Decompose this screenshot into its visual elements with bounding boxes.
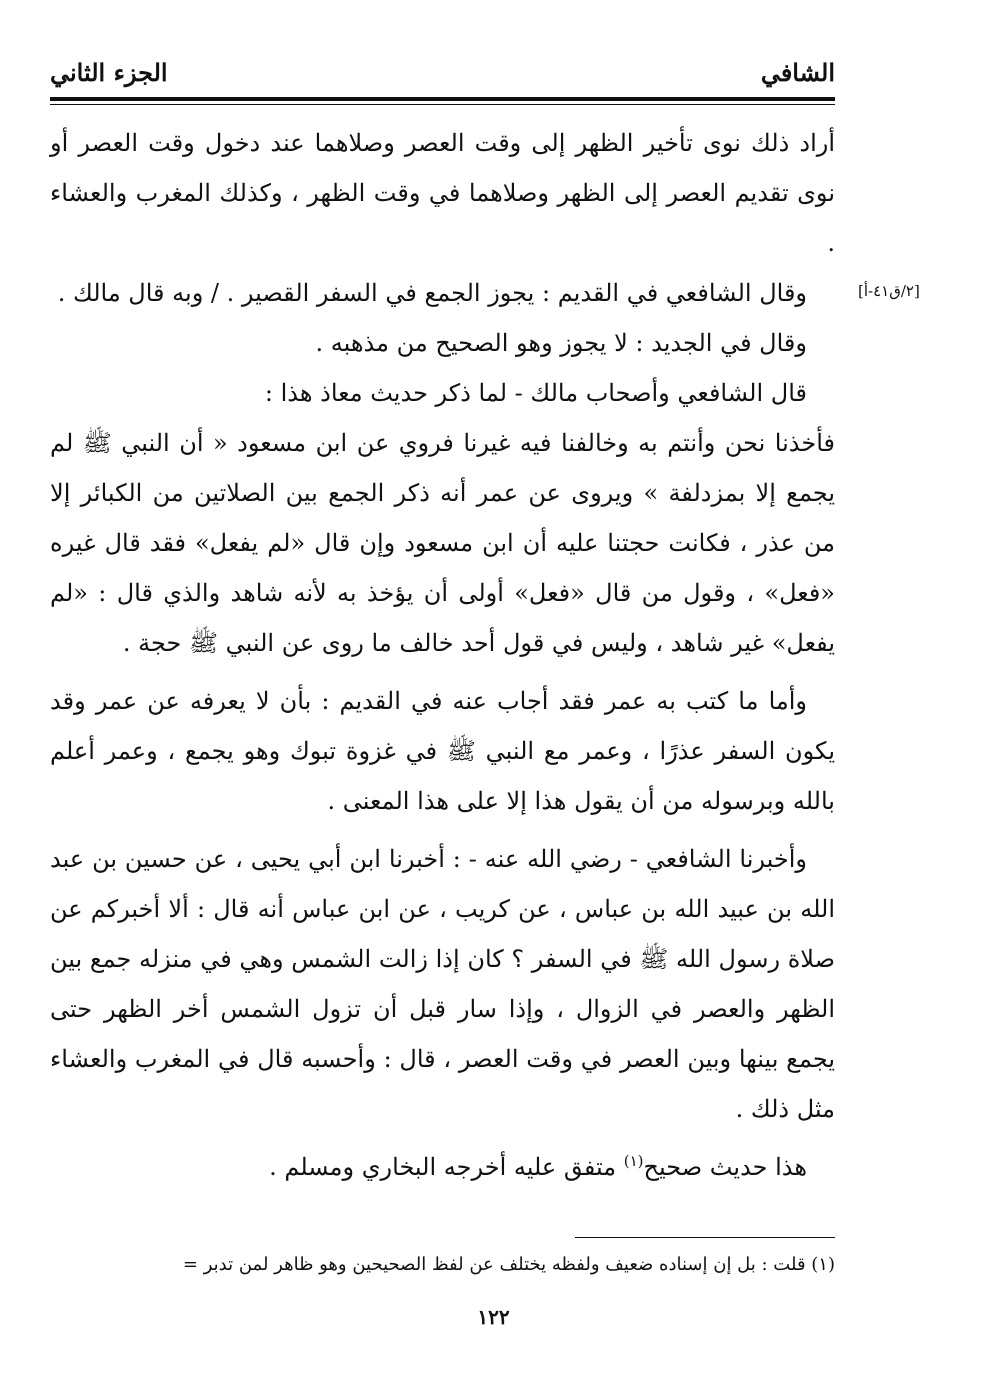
paragraph: فأخذنا نحن وأنتم به وخالفنا فيه غيرنا فروي عن ابن مسعود « أن النبي ﷺ لم يجمع إلا بمزدلفة » ويروى عن عمر أنه ذكر الجمع بين الصلاتين من الكبائر إلا من عذر ، فكانت حجتنا عليه أن ابن مسعود وإن قال «لم يفعل» فقد قال غيره «فعل» ، وقول من قال «فعل» أولى أن يؤخذ به لأنه شاهد والذي قال : «لم يفعل» غير شاهد ، وليس في قول أحد خالف ما روى عن النبي ﷺ حجة .	[50, 429, 835, 657]
header-rule-thin	[50, 104, 835, 105]
paragraph: وقال في الجديد : لا يجوز وهو الصحيح من مذهبه .	[315, 329, 807, 357]
closing-line	[50, 1142, 835, 1192]
paragraph: وأما ما كتب به عمر فقد أجاب عنه في القديم : بأن لا يعرفه عن عمر وقد يكون السفر عذرًا ، وعمر مع النبي ﷺ في غزوة تبوك وهو يجمع ، وعمر أعلم بالله وبرسوله من أن يقول هذا إلا على هذا المعنى .	[50, 687, 835, 815]
volume-label: الجزء الثاني	[50, 58, 168, 87]
paragraph: وأخبرنا الشافعي - رضي الله عنه - : أخبرنا ابن أبي يحيى ، عن حسين بن عبد الله بن عبيد الله بن عباس ، عن كريب ، عن ابن عباس أنه قال : ألا أخبركم عن صلاة رسول الله ﷺ في السفر ؟ كان إذا زالت الشمس وهي في منزله جمع بين الظهر والعصر في الزوال ، وإذا سار قبل أن تزول الشمس أخر الظهر حتى يجمع بينها وبين العصر في وقت العصر ، قال : وأحسبه قال في المغرب والعشاء مثل ذلك .	[50, 845, 836, 1123]
closing-text-rest: متفق عليه أخرجه البخاري ومسلم .	[269, 1153, 624, 1181]
footnote-reference: (١)	[623, 1152, 644, 1170]
main-text	[50, 118, 835, 1192]
book-title: الشافي	[760, 58, 835, 87]
footnote-separator	[575, 1237, 835, 1238]
page-number: ١٢٢	[477, 1305, 510, 1329]
paragraph: أراد ذلك نوى تأخير الظهر إلى وقت العصر وصلاهما عند دخول وقت العصر أو نوى تقديم العصر إلى الظهر وصلاهما في وقت الظهر ، وكذلك المغرب والعشاء .	[50, 129, 835, 257]
running-header	[50, 52, 835, 98]
footnote: (١) قلت : بل إن إسناده ضعيف ولفظه يختلف عن لفظ الصحيحين وهو ظاهر لمن تدبر =	[182, 1254, 835, 1275]
closing-text: هذا حديث صحيح	[643, 1153, 807, 1181]
header-rule-thick	[50, 97, 835, 101]
paragraph: قال الشافعي وأصحاب مالك - لما ذكر حديث معاذ هذا :	[264, 379, 807, 407]
manuscript-folio-note: [٢/ق٤١-أ]	[858, 282, 920, 300]
paragraph: وقال الشافعي في القديم : يجوز الجمع في السفر القصير . / وبه قال مالك .	[57, 279, 807, 307]
